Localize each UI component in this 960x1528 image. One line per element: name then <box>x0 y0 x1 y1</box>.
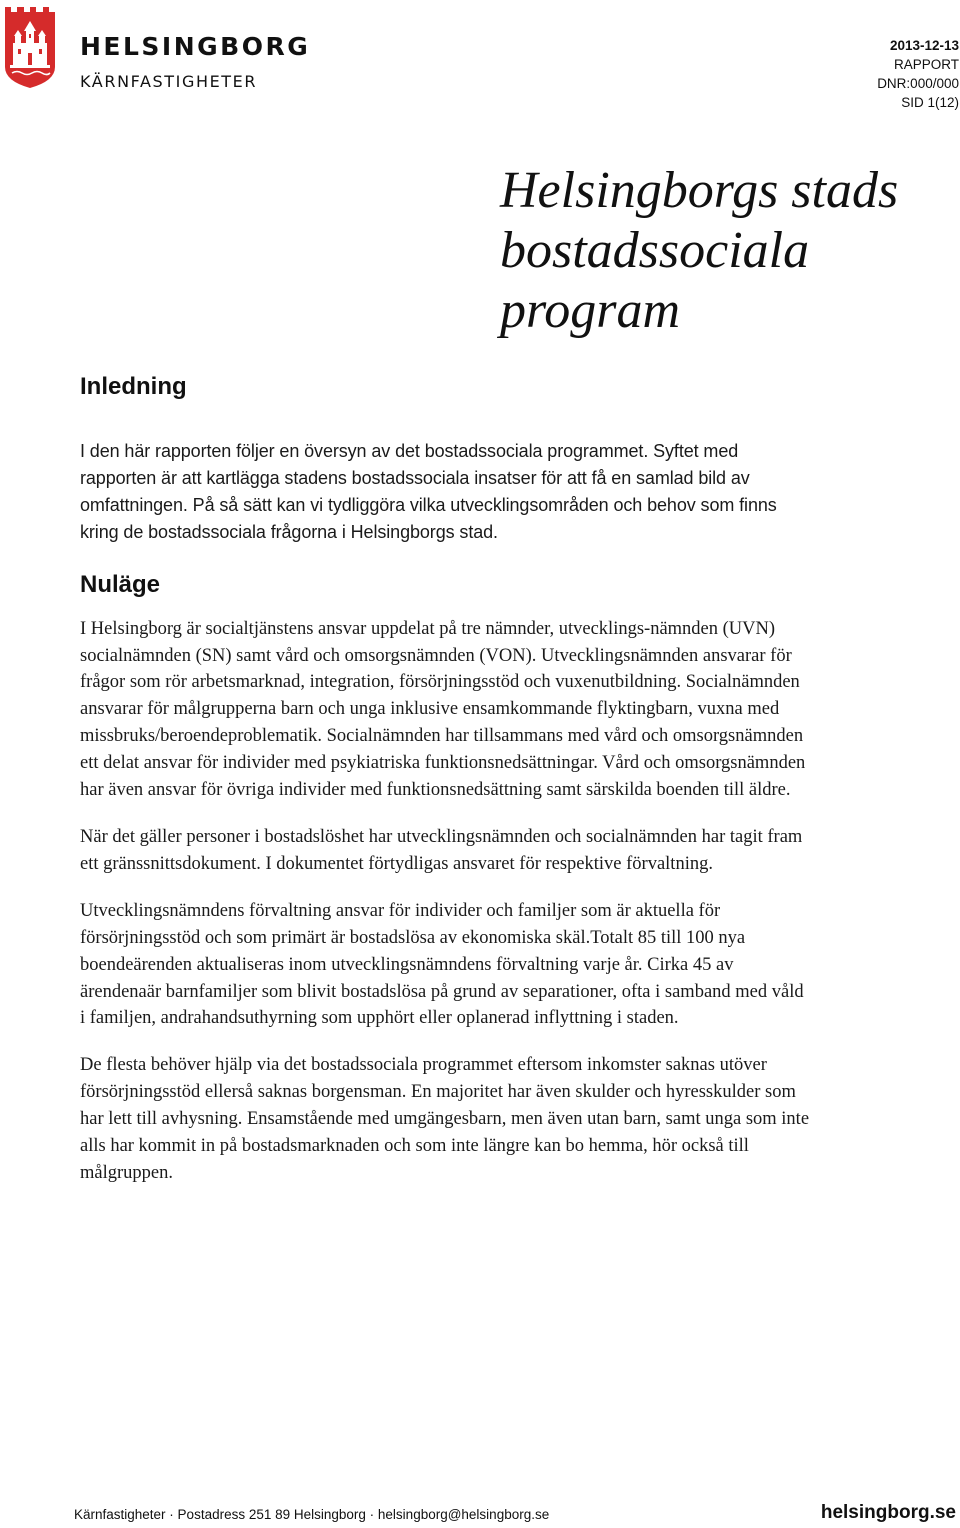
document-date: 2013-12-13 <box>889 38 959 53</box>
footer-site: helsingborg.se <box>820 1502 956 1523</box>
brand-block <box>80 33 310 91</box>
brand-name: HELSINGBORG <box>80 32 311 61</box>
document-dnr: DNR:000/000 <box>877 76 959 91</box>
footer-address: Kärnfastigheter · Postadress 251 89 Helsingborg · helsingborg@helsingborg.se <box>74 1507 550 1522</box>
brand-subtitle: KÄRNFASTIGHETER <box>80 72 258 91</box>
paragraph-2: När det gäller personer i bostadslöshet har utvecklingsnämnden och socialnämnden har tagit fram ett gränssnittsdokument. I dokumentet förtydligas ansvaret för respektive förvaltning. <box>80 826 803 874</box>
section-heading-nulage: Nuläge <box>80 570 161 598</box>
section-heading-inledning: Inledning <box>80 373 187 400</box>
helsingborg-coat-of-arms-icon <box>4 5 56 89</box>
document-title <box>500 161 950 341</box>
intro-paragraph: I den här rapporten följer en översyn av det bostadssociala programmet. Syftet med rapporten är att kartlägga stadens bostadssociala insatser för att få en samlad bild av omfattningen. På så sätt kan vi tydliggöra vilka utvecklingsområden och behov som finns kring de bostadssociala frågorna i Helsingborgs stad. <box>80 441 777 542</box>
page-number: SID 1(12) <box>901 95 959 110</box>
paragraph-4: De flesta behöver hjälp via det bostadssociala programmet eftersom inkomster saknas utöver försörjningsstöd ellerså saknas borgensman. En majoritet har även skulder och hyresskulder som har lett till avhysning. Ensamstående med umgängesbarn, men även utan barn, samt unga som inte alls har kommit in på bostadsmarknaden och som inte längre kan bo hemma, hör också till målgruppen. <box>80 1055 810 1183</box>
paragraph-1: I Helsingborg är socialtjänstens ansvar uppdelat på tre nämnder, utvecklings-nämnden (UVN) socialnämnden (SN) samt vård och omsorgsnämnden (VON). Utvecklingsnämnden ansvarar för frågor som rör arbetsmarknad, integration, försörjningsstöd och vuxenutbildning. Socialnämnden ansvarar för målgrupperna barn och unga inklusive ensamkommande flyktingbarn, vuxna med missbruks/beroendeproblematik. Socialnämnden har tillsammans med vård och omsorgsnämnden ett delat ansvar för individer med psykiatriska funktionsnedsättningar. Vård och omsorgsnämnden har även ansvar för övriga individer med funktionsnedsättning samt särskilda boenden till äldre. <box>80 618 806 801</box>
document-body <box>80 368 810 1207</box>
paragraph-3: Utvecklingsnämndens förvaltning ansvar för individer och familjer som är aktuella för försörjningsstöd och som primärt är bostadslösa av ekonomiska skäl.Totalt 85 till 100 nya boendeärenden aktualiseras inom utvecklingsnämndens förvaltning varje år. Cirka 45 av ärendenaär barnfamiljer som blivit bostadslösa på grund av separationer, ofta i samband med våld i familjen, andrahandsuthyrning som upphört eller oplanerad inflyttning i staden. <box>80 900 804 1029</box>
document-meta <box>877 36 959 112</box>
title-line-2: bostadssociala <box>500 222 810 279</box>
title-line-3: program <box>500 282 681 339</box>
title-line-1: Helsingborgs stads <box>500 162 899 219</box>
document-type: RAPPORT <box>893 57 959 72</box>
